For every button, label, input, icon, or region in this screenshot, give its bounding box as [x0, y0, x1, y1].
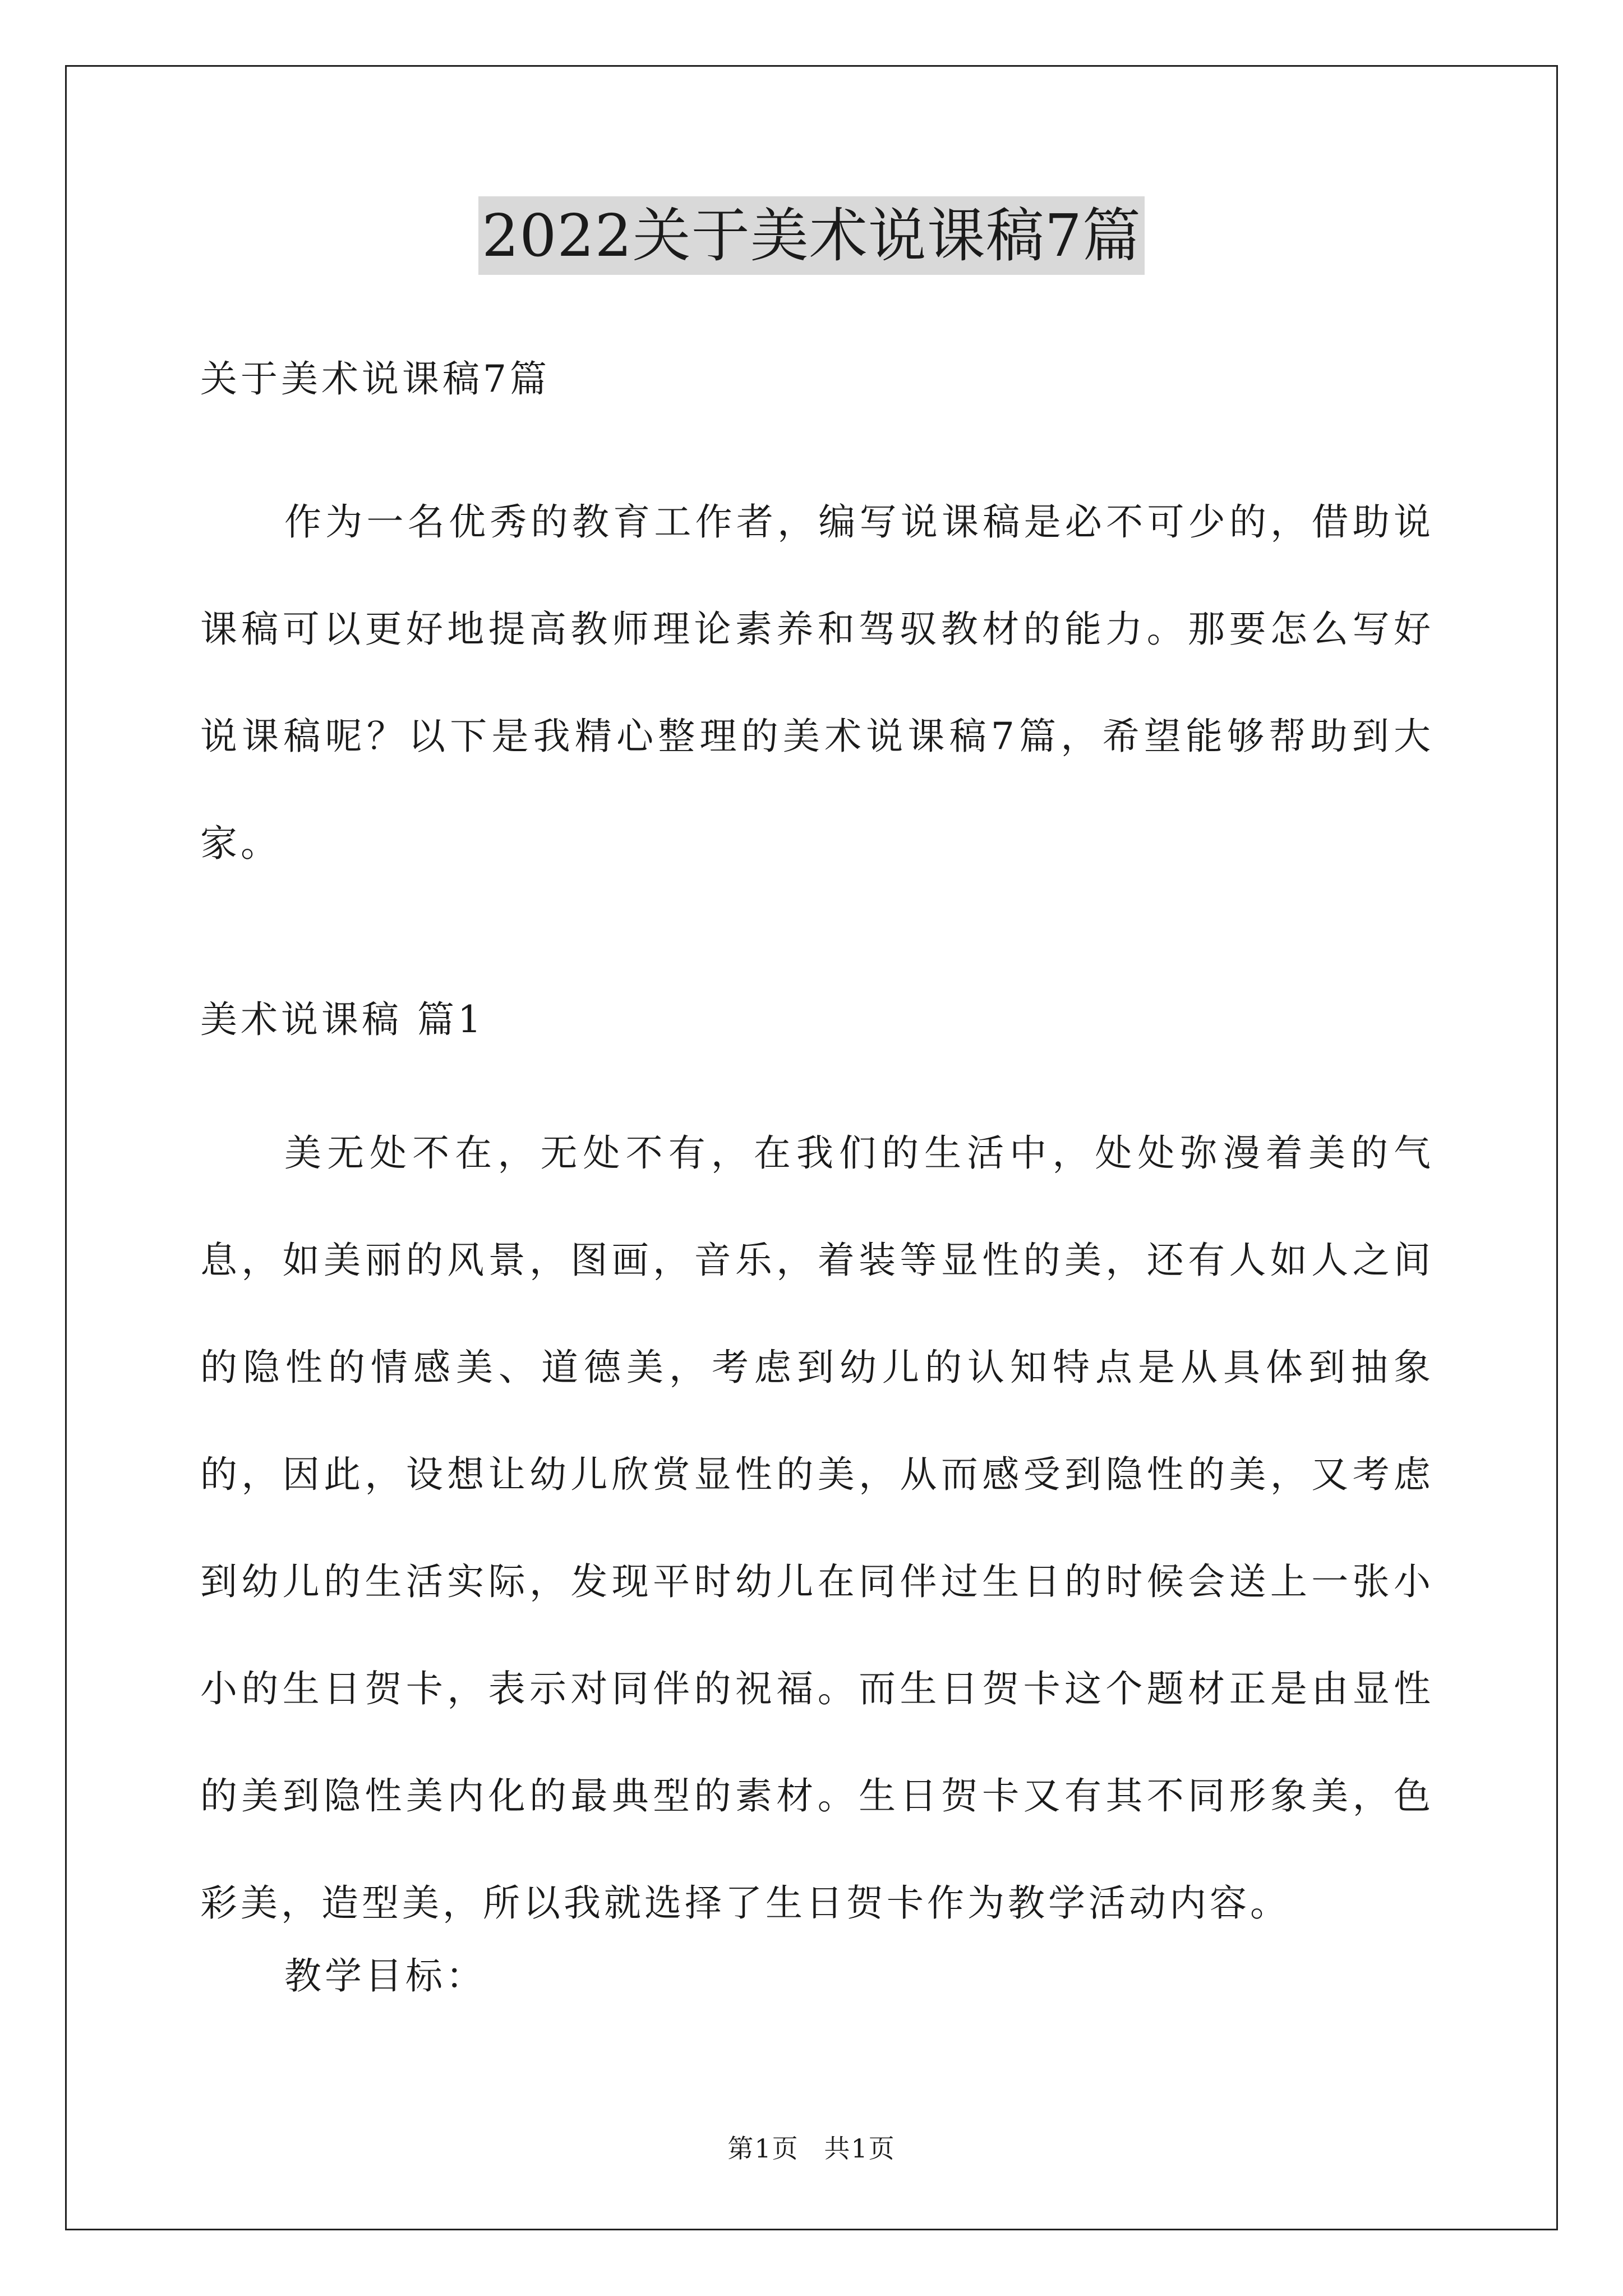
- page-total: 共1页: [824, 2133, 896, 2164]
- page-number: 第1页: [727, 2133, 799, 2164]
- body-paragraph: 美无处不在，无处不有，在我们的生活中，处处弥漫着美的气息，如美丽的风景，图画，音乐，着装等显性的美，还有人如人之间的隐性的情感美、道德美，考虑到幼儿的认知特点是从具体到抽象的，因此，设想让幼儿欣赏显性的美，从而感受到隐性的美，又考虑到幼儿的生活实际，发现平时幼儿在同伴过生日的时候会送上一张小小的生日贺卡，表示对同伴的祝福。而生日贺卡这个题材正是由显性的美到隐性美内化的最典型的素材。生日贺卡又有其不同形象美，色彩美，造型美，所以我就选择了生日贺卡作为教学活动内容。: [200, 1131, 1434, 1925]
- teaching-goals-label: 教学目标：: [284, 1954, 486, 1998]
- title-container: [0, 196, 1623, 275]
- page-footer: [0, 2132, 1623, 2165]
- section-heading: 美术说课稿 篇1: [200, 998, 485, 1041]
- document-title: 2022关于美术说课稿7篇: [478, 196, 1145, 275]
- document-subtitle: 关于美术说课稿7篇: [200, 357, 550, 401]
- intro-paragraph: 作为一名优秀的教育工作者，编写说课稿是必不可少的，借助说课稿可以更好地提高教师理论素养和驾驭教材的能力。那要怎么写好说课稿呢？以下是我精心整理的美术说课稿7篇，希望能够帮助到大家。: [200, 500, 1434, 865]
